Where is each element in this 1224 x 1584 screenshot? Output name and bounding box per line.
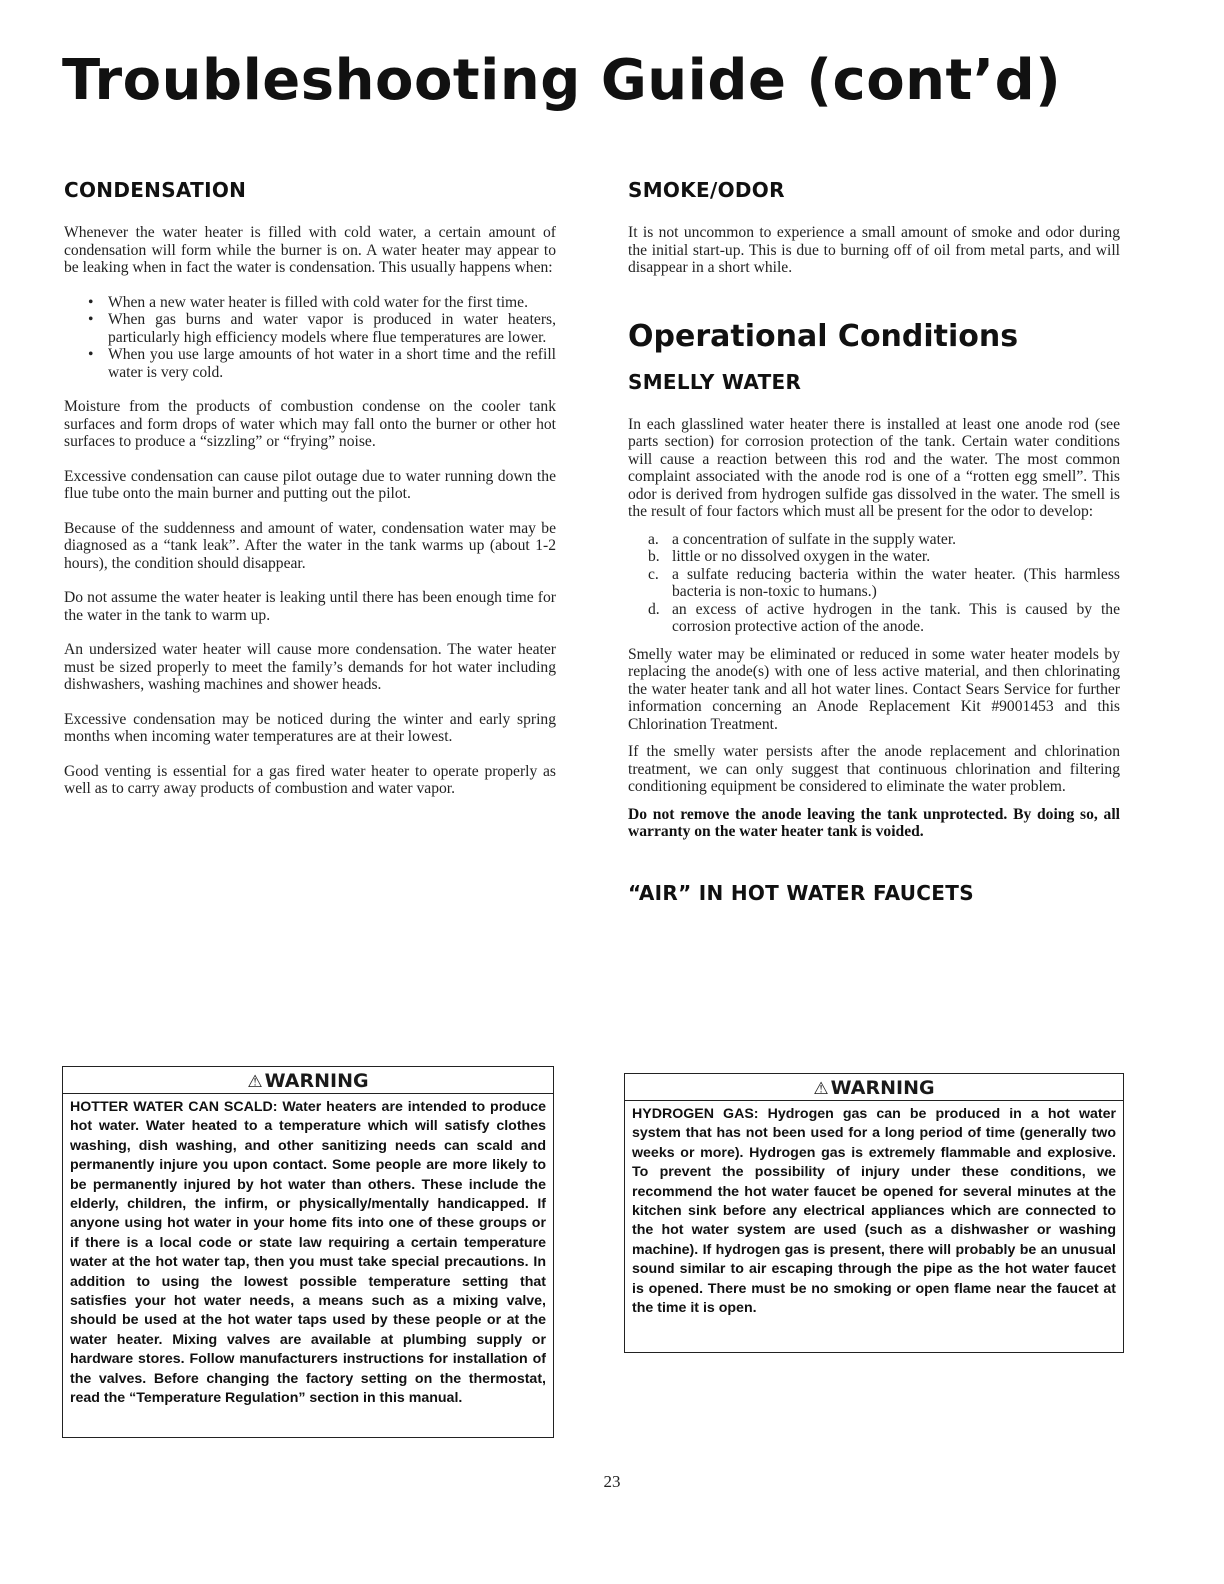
smelly-water-intro: In each glasslined water heater there is installed at least one anode rod (see parts section) for corrosion protection of the tank. Certain water conditions will cause a reaction between this rod and the water. The most common complaint associated with the anode rod is one of a “rotten egg smell”. This odor is derived from hydrogen sulfide gas dissolved in the water. The smell is the result of four factors which must all be present for the odor to develop:: [628, 415, 1120, 520]
warning-header: [625, 1074, 1123, 1101]
page-number: 23: [603, 1472, 621, 1491]
hydrogen-warning-text: HYDROGEN GAS: Hydrogen gas can be produced in a hot water system that has not been used for a long period of time (generally two weeks or more). Hydrogen gas is extremely flammable and explosive. To prevent the possibility of injury under these conditions, we recommend the hot water faucet be opened for several minutes at the kitchen sink before any electrical appliances which are connected to the hot water system are used (such as a dishwasher or washing machine). If hydrogen gas is present, there will probably be an unusual sound similar to air escaping through the pipe as the hot water faucet is opened. There must be no smoking or open flame near the faucet at the time it is open.: [632, 1106, 1116, 1317]
scald-warning-box: [62, 1066, 554, 1438]
paragraph: Excessive condensation may be noticed during the winter and early spring months when incoming water temperatures are at their lowest.: [64, 710, 556, 745]
condensation-intro: Whenever the water heater is filled with cold water, a certain amount of condensation will form while the burner is on. A water heater may appear to be leaking when in fact the water is condensation. This usually happens when:: [64, 224, 556, 276]
paragraph: Moisture from the products of combustion condense on the cooler tank surfaces and form drops of water which may fall onto the burner or other hot surfaces to produce a “sizzling” or “frying” noise.: [64, 398, 556, 450]
smelly-water-paragraph: Smelly water may be eliminated or reduced in some water heater models by replacing the anode(s) with one of less active material, and then chlorinating the water heater tank and all hot water lines. Contact Sears Service for further information concerning an Anode Replacement Kit #9001453 and this Chlorination Treatment.: [628, 645, 1120, 733]
warning-label: WARNING: [264, 1070, 369, 1092]
smelly-water-heading: SMELLY WATER: [628, 369, 802, 394]
paragraph: Excessive condensation can cause pilot outage due to water running down the flue tube onto the main burner and putting out the pilot.: [64, 467, 556, 502]
smelly-water-paragraph: If the smelly water persists after the anode replacement and chlorination treatment, we can only suggest that continuous chlorination and filtering conditioning equipment be considered to eliminate the water problem.: [628, 743, 1120, 795]
warning-label: WARNING: [830, 1077, 935, 1099]
list-item: c. a sulfate reducing bacteria within the water heater. (This harmless bacteria is non-toxic to humans.): [648, 565, 1120, 600]
list-item: • When you use large amounts of hot water in a short time and the refill water is very cold.: [108, 346, 556, 381]
smoke-odor-text: It is not uncommon to experience a small amount of smoke and odor during the initial start-up. This is due to burning off of oil from metal parts, and will disappear in a short while.: [628, 224, 1120, 276]
smoke-odor-heading: SMOKE/ODOR: [628, 178, 785, 202]
warning-triangle-icon: ⚠: [247, 1072, 263, 1092]
warning-header: [63, 1067, 553, 1094]
list-item: • When a new water heater is filled with cold water for the first time.: [108, 294, 556, 312]
operational-conditions-title: Operational Conditions: [628, 318, 1019, 354]
hydrogen-warning-box: [624, 1073, 1124, 1353]
condensation-bullets: [64, 294, 556, 382]
list-item: • When gas burns and water vapor is produced in water heaters, particularly high efficiency models where flue temperatures are lower.: [108, 311, 556, 346]
anode-warning-note: Do not remove the anode leaving the tank unprotected. By doing so, all warranty on the water heater tank is voided.: [628, 805, 1120, 840]
air-in-faucets-heading: “AIR” IN HOT WATER FAUCETS: [628, 880, 974, 905]
list-item: d. an excess of active hydrogen in the tank. This is caused by the corrosion protective action of the anode.: [648, 600, 1120, 635]
list-item: a. a concentration of sulfate in the supply water.: [648, 530, 957, 548]
list-item: b. little or no dissolved oxygen in the water.: [648, 548, 931, 565]
warning-triangle-icon: ⚠: [813, 1079, 829, 1099]
right-column: [628, 178, 1120, 927]
paragraph: Do not assume the water heater is leaking until there has been enough time for the water in the tank to warm up.: [64, 589, 556, 624]
scald-warning-text: HOTTER WATER CAN SCALD: Water heaters are intended to produce hot water. Water heated to a temperature which will satisfy clothes washing, dish washing, and other sanitizing needs can scald and permanently injure you upon contact. Some people are more likely to be permanently injured by hot water than others. These include the elderly, children, the infirm, or physically/mentally handicapped. If anyone using hot water in your home fits into one of these groups or if there is a local code or state law requiring a certain temperature water at the hot water tap, then you must take special precautions. In addition to using the lowest possible temperature setting that satisfies your hot water needs, a means such as a mixing valve, should be used at the hot water taps used by these people or at the water heater. Mixing valves are available at plumbing supply or hardware stores. Follow manufacturers instructions for installation of the valves. Before changing the factory setting on the thermostat, read the “Temperature Regulation” section in this manual.: [70, 1099, 546, 1407]
odor-factors-list: [628, 531, 1120, 636]
paragraph: Because of the suddenness and amount of water, condensation water may be diagnosed as a “tank leak”. After the water in the tank warms up (about 1-2 hours), the condition should disappear.: [64, 519, 556, 572]
left-column: [64, 178, 556, 815]
paragraph: An undersized water heater will cause more condensation. The water heater must be sized properly to meet the family’s demands for hot water including dishwashers, washing machines and shower heads.: [64, 641, 556, 693]
page-title: Troubleshooting Guide (cont’d): [62, 48, 1062, 113]
paragraph: Good venting is essential for a gas fired water heater to operate properly as well as to carry away products of combustion and water vapor.: [64, 762, 556, 797]
condensation-heading: CONDENSATION: [64, 178, 247, 202]
